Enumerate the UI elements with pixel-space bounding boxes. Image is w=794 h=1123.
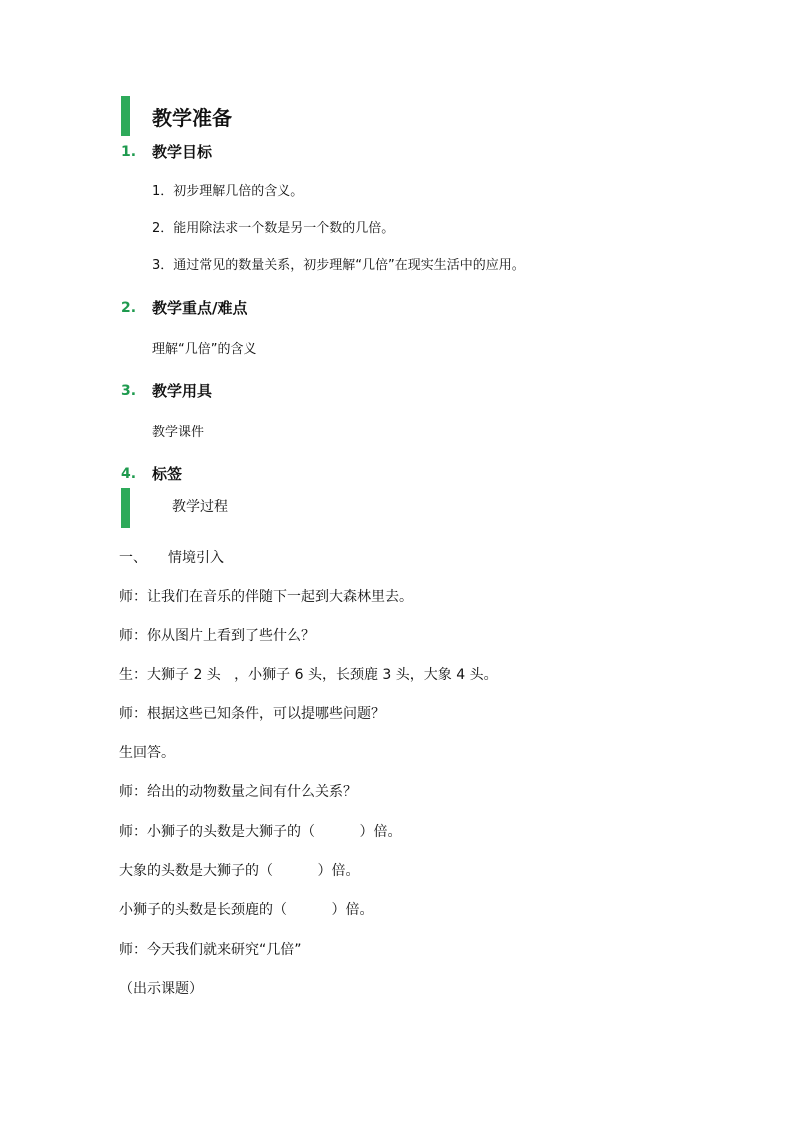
section-marker-bar [121,488,130,528]
section-number: 3. [121,383,137,399]
dialogue-line: （出示课题） [119,981,203,997]
section-number: 4. [121,466,137,482]
dialogue-line: 师：今天我们就来研究“几倍” [119,942,302,958]
section-number: 1. [121,144,137,160]
dialogue-line: 师：给出的动物数量之间有什么关系？ [119,784,357,800]
section-number: 2. [121,300,137,316]
list-item: 2．能用除法求一个数是另一个数的几倍。 [152,221,395,236]
list-item: 教学课件 [152,425,205,440]
dialogue-line: 师：让我们在音乐的伴随下一起到大森林里去。 [119,589,413,605]
list-item: 1．初步理解几倍的含义。 [152,184,304,199]
dialogue-line: 师：根据这些已知条件，可以提哪些问题？ [119,706,385,722]
section-title: 标签 [152,465,183,483]
dialogue-line: 生回答。 [119,745,175,761]
dialogue-line: 小狮子的头数是长颈鹿的（ ）倍。 [119,902,374,918]
section-title: 教学重点/难点 [152,299,248,317]
dialogue-line: 生：大狮子 2 头 ，小狮子 6 头，长颈鹿 3 头，大象 4 头。 [119,667,498,683]
dialogue-line: 师：小狮子的头数是大狮子的（ ）倍。 [119,824,402,840]
dialogue-line: 师：你从图片上看到了些什么？ [119,628,315,644]
process-section-label: 一、 [119,550,147,566]
section-title: 教学目标 [152,143,213,161]
process-section-title: 情境引入 [168,550,224,566]
dialogue-line: 大象的头数是大狮子的（ ）倍。 [119,863,360,879]
section-marker-bar [121,96,130,136]
section-title: 教学用具 [152,382,213,400]
prep-title: 教学准备 [152,106,232,130]
list-item: 理解“几倍”的含义 [152,342,257,357]
list-item: 3．通过常见的数量关系，初步理解“几倍”在现实生活中的应用。 [152,258,525,273]
process-title: 教学过程 [172,499,228,515]
